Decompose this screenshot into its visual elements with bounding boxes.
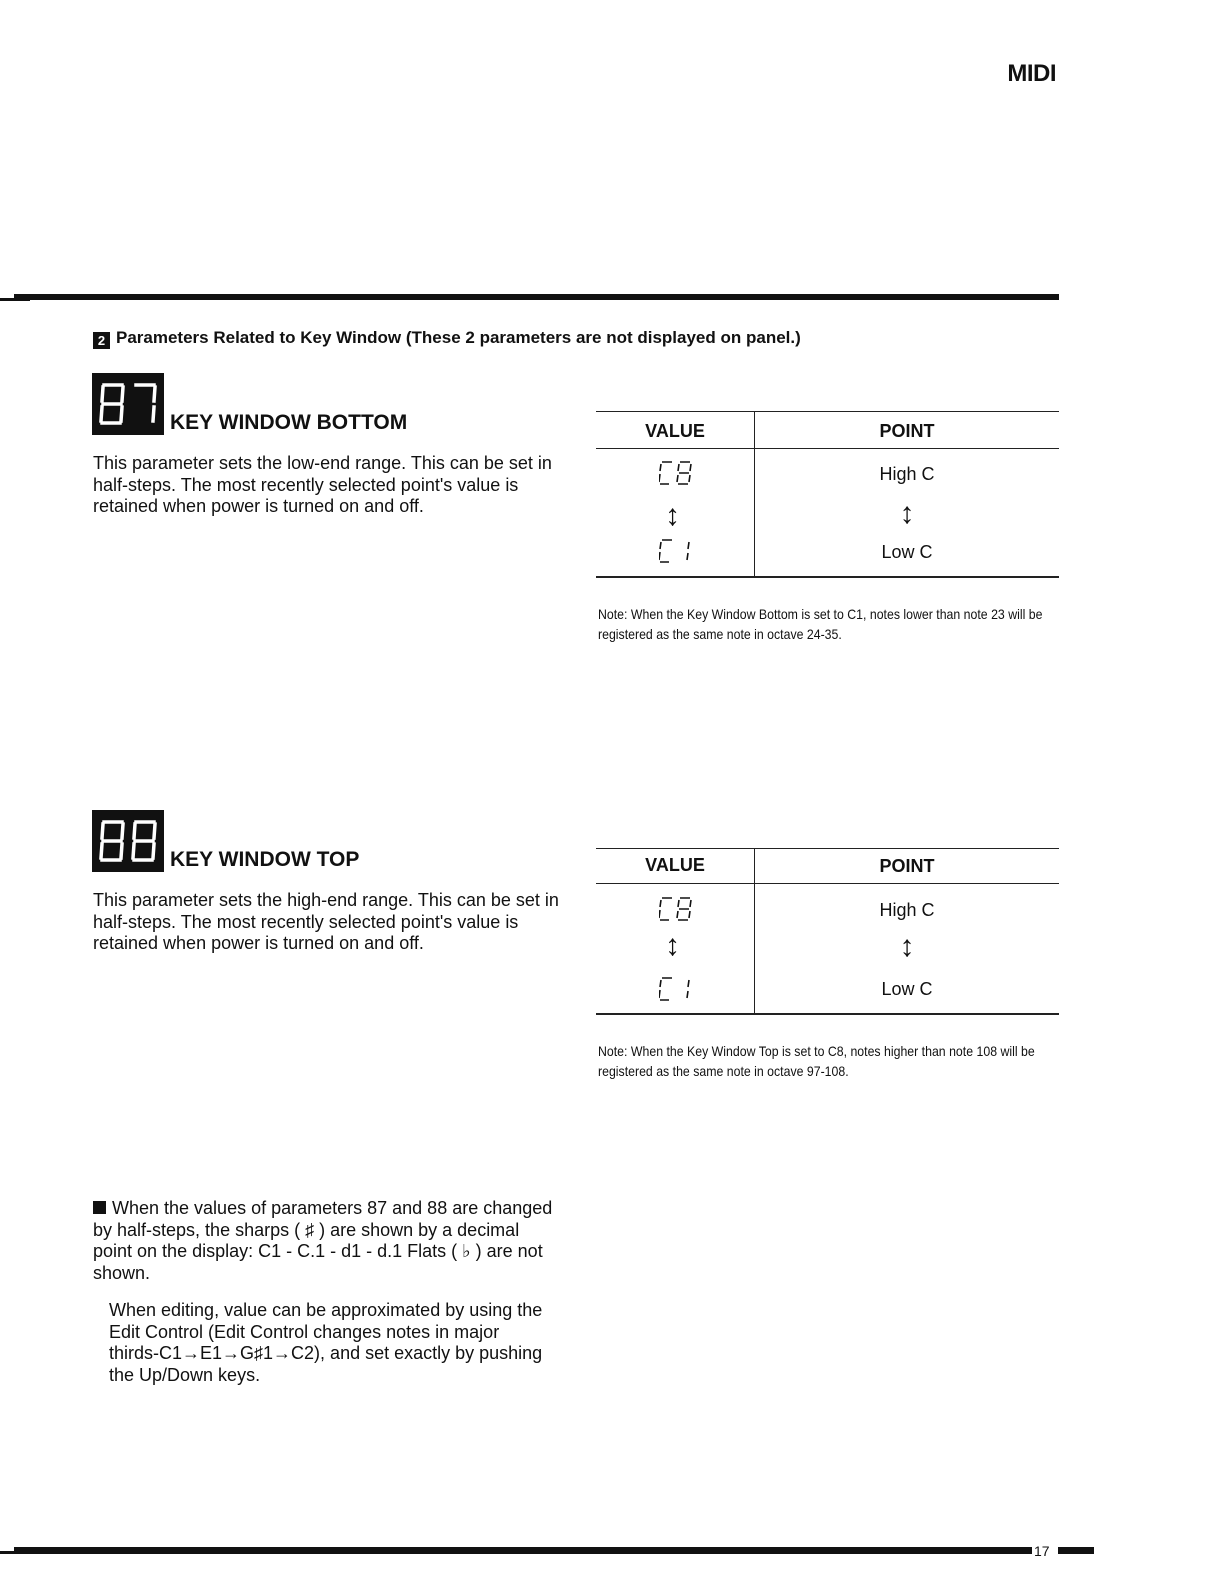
- bullet-paragraph: [93, 1198, 553, 1284]
- param-description-87: This parameter sets the low-end range. This can be set in half-steps. The most recently selected point's value is retained when power is turned on and off.: [93, 453, 552, 516]
- segment-value-low: [659, 538, 693, 564]
- col-header-point: POINT: [879, 856, 935, 876]
- segment-value-high: [659, 460, 693, 486]
- point-low: Low C: [881, 979, 933, 999]
- param-title-key-window-bottom: KEY WINDOW BOTTOM: [170, 411, 408, 434]
- bullet-text: When the values of parameters 87 and 88 are changed by half-steps, the sharps ( ♯ ) are shown by a decimal point on the display: C1 - C.1 - d1 - d.1 Flats ( ♭ ) are not shown.: [93, 1198, 553, 1283]
- note-87-text: Note: When the Key Window Bottom is set to C1, notes lower than note 23 will be registered as the same note in octave 24-35.: [598, 606, 1043, 642]
- segment-value-high: [659, 896, 693, 922]
- page-header-title: MIDI: [1007, 60, 1056, 87]
- updown-arrow-icon: ↕: [665, 499, 680, 532]
- top-divider-tail: [0, 298, 30, 301]
- point-high: High C: [879, 900, 935, 920]
- point-high: High C: [879, 464, 935, 484]
- seven-segment-display-88: [92, 810, 164, 872]
- updown-arrow-icon: ↕: [899, 497, 915, 530]
- note-87: [598, 604, 1043, 644]
- section-heading: [93, 328, 801, 349]
- updown-arrow-icon: ↕: [665, 929, 680, 962]
- note-88: [598, 1041, 1035, 1081]
- seven-segment-display-87: [92, 373, 164, 435]
- col-header-value: VALUE: [645, 855, 705, 875]
- page-number: 17: [1034, 1543, 1050, 1559]
- param-title-key-window-top: KEY WINDOW TOP: [170, 848, 360, 871]
- bottom-divider: [14, 1547, 1032, 1554]
- bottom-divider-tail: [1058, 1547, 1094, 1554]
- segment-value-low: [659, 976, 693, 1002]
- top-divider: [14, 294, 1059, 300]
- param-description-88: This parameter sets the high-end range. This can be set in half-steps. The most recently selected point's value is retained when power is turned on and off.: [93, 890, 559, 953]
- col-header-value: VALUE: [645, 421, 705, 441]
- col-header-point: POINT: [879, 421, 935, 441]
- point-low: Low C: [881, 542, 933, 562]
- section-heading-text: Parameters Related to Key Window (These 2 parameters are not displayed on panel.): [116, 328, 801, 347]
- section-number-badge: 2: [93, 332, 110, 349]
- editing-paragraph: When editing, value can be approximated by using the Edit Control (Edit Control changes notes in major thirds-C1→E1→G♯1→C2), and set exactly by pushing the Up/Down keys.: [109, 1300, 543, 1385]
- bullet-square-icon: [93, 1201, 106, 1214]
- value-table-88: [596, 848, 1059, 1016]
- note-88-text: Note: When the Key Window Top is set to C8, notes higher than note 108 will be registered as the same note in octave 97-108.: [598, 1043, 1035, 1079]
- updown-arrow-icon: ↕: [899, 930, 915, 963]
- value-table-87: [596, 411, 1059, 579]
